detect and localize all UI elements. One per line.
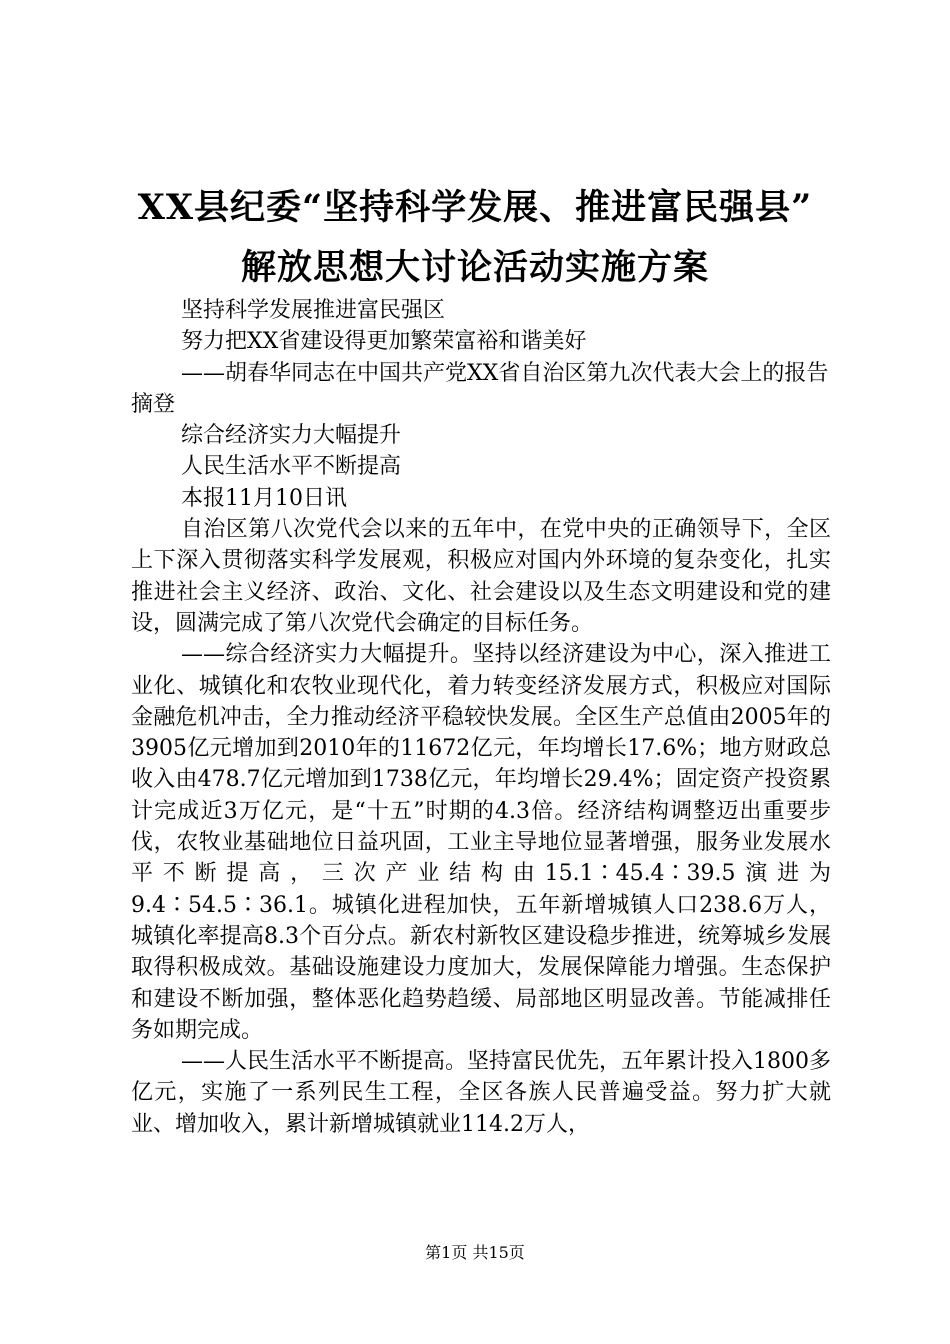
subtitle-subheading: 努力把XX省建设得更加繁荣富裕和谐美好	[181, 329, 587, 355]
report-attribution: ——胡春华同志在中国共产党XX省自治区第九次代表大会上的报告摘登	[131, 360, 829, 417]
body-paragraph-livelihood: ——人民生活水平不断提高。坚持富民优先，五年累计投入1800多亿元，实施了一系列民生工程，全区各族人民普遍受益。努力扩大就业、增加收入，累计新增城镇就业114.2万人，	[131, 1049, 831, 1137]
subtitle-heading: 坚持科学发展推进富民强区	[181, 298, 446, 323]
document-title-line-1: XX县纪委“坚持科学发展、推进富民强县”	[137, 187, 813, 228]
dateline: 本报11月10日讯	[181, 485, 347, 511]
section-heading-economy: 综合经济实力大幅提升	[181, 423, 402, 449]
body-paragraph-intro: 自治区第八次党代会以来的五年中，在党中央的正确领导下，全区上下深入贯彻落实科学发展观，积极应对国内外环境的复杂变化，扎实推进社会主义经济、政治、文化、社会建设以及生态文明建设和党的建设，圆满完成了第八次党代会确定的目标任务。	[131, 517, 831, 636]
section-heading-livelihood: 人民生活水平不断提高	[181, 454, 402, 480]
page-footer: 第1页 共15页	[425, 1243, 525, 1262]
document-body	[131, 295, 831, 1140]
document-title-line-2: 解放思想大讨论活动实施方案	[240, 247, 709, 288]
body-paragraph-economy: ——综合经济实力大幅提升。坚持以经济建设为中心，深入推进工业化、城镇化和农牧业现代化，着力转变经济发展方式，积极应对国际金融危机冲击，全力推动经济平稳较快发展。全区生产总值由2005年的3905亿元增加到2010年的11672亿元，年均增长17.6%；地方财政总收入由478.7亿元增加到1738亿元，年均增长29.4%；固定资产投资累计完成近3万亿元，是“十五”时期的4.3倍。经济结构调整迈出重要步伐，农牧业基础地位日益巩固，工业主导地位显著增强，服务业发展水平不断提高，三次产业结构由15.1∶45.4∶39.5演进为9.4∶54.5∶36.1。城镇化进程加快，五年新增城镇人口238.6万人，城镇化率提高8.3个百分点。新农村新牧区建设稳步推进，统筹城乡发展取得积极成效。基础设施建设力度加大，发展保障能力增强。生态保护和建设不断加强，整体恶化趋势趋缓、局部地区明显改善。节能减排任务如期完成。	[131, 642, 831, 1043]
